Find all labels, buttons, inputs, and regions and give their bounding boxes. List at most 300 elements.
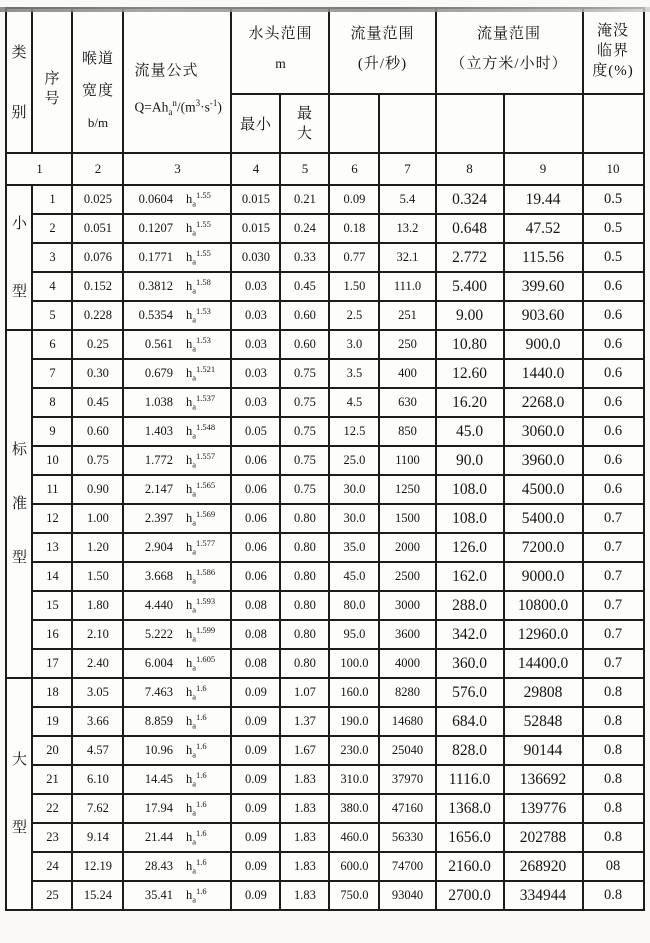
cell-formula: 6.004 $h_a^{1.605}$ [123,649,231,678]
cell-flow-m3h-max: 900.0 [504,330,583,359]
cell-head-min: 0.06 [231,562,280,591]
cell-seq: 22 [32,794,72,823]
cell-seq: 16 [32,620,72,649]
cell-flow-ls-min: 750.0 [329,881,379,910]
cell-head-min: 0.03 [231,330,280,359]
subheader-min: 最小 [231,94,280,153]
category-cell [6,185,32,330]
cell-formula: 1.403 $h_a^{1.548}$ [123,417,231,446]
cell-formula: 35.41 $h_a^{1.6}$ [123,881,231,910]
cell-submergence: 0.6 [583,301,644,330]
cell-flow-m3h-max: 1440.0 [504,359,583,388]
cell-flow-m3h-min: 2700.0 [436,881,504,910]
column-number: 8 [436,153,504,185]
table-row [6,823,643,852]
category-char: 小 [11,215,27,232]
table-row [6,591,643,620]
cell-flow-m3h-max: 9000.0 [504,562,583,591]
cell-seq: 12 [32,504,72,533]
cell-flow-ls-min: 460.0 [329,823,379,852]
cell-head-max: 0.45 [280,272,329,301]
cell-formula: 5.222 $h_a^{1.599}$ [123,620,231,649]
subheader-max-char-2: 大 [296,125,313,142]
category-char: 准 [11,496,27,512]
cell-submergence: 0.6 [583,446,644,475]
cell-seq: 7 [32,359,72,388]
cell-throat-width: 6.10 [72,765,123,794]
cell-flow-m3h-min: 90.0 [436,446,504,475]
header-submergence-line-2: 临界 [597,43,630,59]
cell-flow-ls-min: 30.0 [329,475,379,504]
cell-flow-ls-min: 0.18 [329,214,379,243]
cell-flow-ls-min: 12.5 [329,417,379,446]
table-row [6,475,643,504]
cell-submergence: 0.5 [583,243,644,272]
subheader-max-char-1: 最 [296,105,313,122]
cell-flow-m3h-min: 10.80 [436,330,504,359]
cell-flow-m3h-min: 684.0 [436,707,504,736]
cell-flow-ls-max: 13.2 [379,214,435,243]
column-number: 7 [379,153,435,185]
header-flow-m3h-title: 流量范围 [477,26,542,42]
header-flow-range-m3h [436,8,583,94]
cell-submergence: 0.8 [583,881,644,910]
cell-seq: 25 [32,881,72,910]
cell-throat-width: 0.30 [72,359,123,388]
cell-formula: 28.43 $h_a^{1.6}$ [123,852,231,881]
header-seq-char-2: 号 [44,90,61,107]
cell-seq: 3 [32,243,72,272]
cell-throat-width: 1.00 [72,504,123,533]
cell-flow-ls-min: 4.5 [329,388,379,417]
cell-head-min: 0.09 [231,823,280,852]
cell-formula: 0.1207 $h_a^{1.55}$ [123,214,231,243]
cell-flow-m3h-max: 139776 [504,794,583,823]
table-row [6,388,643,417]
cell-formula: 8.859 $h_a^{1.6}$ [123,707,231,736]
category-char: 标 [11,442,27,458]
cell-formula: 0.3812 $h_a^{1.58}$ [123,272,231,301]
cell-submergence: 0.6 [583,417,644,446]
cell-formula: 14.45 $h_a^{1.6}$ [123,765,231,794]
cell-formula: 4.440 $h_a^{1.593}$ [123,591,231,620]
cell-submergence: 0.6 [583,475,644,504]
cell-throat-width: 0.75 [72,446,123,475]
cell-formula: 2.397 $h_a^{1.569}$ [123,504,231,533]
cell-head-max: 0.80 [280,562,329,591]
header-flow-ls-unit: (升/秒) [357,56,408,72]
cell-throat-width: 2.10 [72,620,123,649]
header-formula [123,8,231,153]
table-row [6,214,643,243]
column-number: 9 [504,153,583,185]
cell-flow-ls-max: 4000 [379,649,435,678]
cell-flow-ls-min: 35.0 [329,533,379,562]
cell-flow-ls-min: 2.5 [329,301,379,330]
subheader-empty [329,94,379,153]
cell-throat-width: 2.40 [72,649,123,678]
cell-submergence: 0.7 [583,504,644,533]
cell-seq: 8 [32,388,72,417]
cell-head-min: 0.08 [231,649,280,678]
cell-flow-ls-min: 3.0 [329,330,379,359]
cell-formula: 0.5354 $h_a^{1.53}$ [123,301,231,330]
cell-seq: 10 [32,446,72,475]
cell-head-min: 0.030 [231,243,280,272]
cell-flow-m3h-min: 828.0 [436,736,504,765]
cell-flow-ls-min: 25.0 [329,446,379,475]
cell-submergence: 0.8 [583,823,644,852]
cell-flow-ls-max: 25040 [379,736,435,765]
table-row [6,185,643,214]
cell-flow-m3h-min: 162.0 [436,562,504,591]
cell-head-max: 0.24 [280,214,329,243]
cell-seq: 17 [32,649,72,678]
cell-formula: 10.96 $h_a^{1.6}$ [123,736,231,765]
cell-flow-ls-max: 56330 [379,823,435,852]
cell-throat-width: 9.14 [72,823,123,852]
cell-submergence: 0.6 [583,388,644,417]
cell-flow-m3h-min: 1368.0 [436,794,504,823]
cell-flow-m3h-min: 288.0 [436,591,504,620]
cell-submergence: 0.7 [583,649,644,678]
cell-head-min: 0.06 [231,446,280,475]
cell-head-max: 0.75 [280,359,329,388]
cell-flow-m3h-max: 268920 [504,852,583,881]
cell-seq: 13 [32,533,72,562]
cell-flow-m3h-max: 29808 [504,678,583,707]
cell-flow-m3h-max: 3960.0 [504,446,583,475]
cell-flow-m3h-min: 1656.0 [436,823,504,852]
cell-throat-width: 0.60 [72,417,123,446]
cell-flow-ls-min: 80.0 [329,591,379,620]
cell-head-max: 0.80 [280,591,329,620]
cell-head-min: 0.08 [231,620,280,649]
cell-seq: 11 [32,475,72,504]
cell-flow-ls-min: 380.0 [329,794,379,823]
cell-head-max: 1.83 [280,881,329,910]
table-body [6,185,643,910]
cell-throat-width: 3.05 [72,678,123,707]
cell-flow-ls-max: 400 [379,359,435,388]
cell-flow-m3h-max: 334944 [504,881,583,910]
category-char: 型 [11,283,27,300]
cell-flow-m3h-max: 47.52 [504,214,583,243]
cell-flow-ls-min: 45.0 [329,562,379,591]
cell-flow-m3h-max: 10800.0 [504,591,583,620]
cell-submergence: 0.8 [583,794,644,823]
cell-flow-ls-max: 14680 [379,707,435,736]
cell-throat-width: 0.076 [72,243,123,272]
cell-head-max: 0.75 [280,417,329,446]
cell-throat-width: 1.50 [72,562,123,591]
cell-formula: 2.147 $h_a^{1.565}$ [123,475,231,504]
cell-submergence: 08 [583,852,644,881]
cell-submergence: 0.8 [583,707,644,736]
cell-flow-m3h-min: 0.324 [436,185,504,214]
cell-flow-m3h-max: 4500.0 [504,475,583,504]
cell-flow-ls-max: 1250 [379,475,435,504]
cell-head-min: 0.06 [231,504,280,533]
subheader-max [280,94,329,153]
cell-flow-m3h-min: 108.0 [436,504,504,533]
table-row [6,736,643,765]
cell-flow-m3h-min: 16.20 [436,388,504,417]
cell-flow-m3h-max: 12960.0 [504,620,583,649]
cell-flow-m3h-max: 19.44 [504,185,583,214]
cell-throat-width: 1.20 [72,533,123,562]
category-cell [6,678,32,910]
cell-head-min: 0.09 [231,736,280,765]
header-category [6,8,32,153]
cell-head-max: 1.83 [280,794,329,823]
table-row [6,562,643,591]
cell-head-min: 0.015 [231,185,280,214]
cell-submergence: 0.6 [583,359,644,388]
cell-flow-m3h-max: 399.60 [504,272,583,301]
cell-head-max: 1.83 [280,823,329,852]
cell-formula: 0.1771 $h_a^{1.55}$ [123,243,231,272]
cell-flow-ls-max: 250 [379,330,435,359]
cell-flow-m3h-max: 5400.0 [504,504,583,533]
cell-flow-ls-max: 47160 [379,794,435,823]
cell-flow-ls-max: 1500 [379,504,435,533]
cell-head-min: 0.03 [231,272,280,301]
cell-formula: 7.463 $h_a^{1.6}$ [123,678,231,707]
header-throat-line-2: 宽度 [81,82,114,99]
scan-edge-artifact [0,7,650,12]
cell-submergence: 0.7 [583,620,644,649]
cell-formula: 17.94 $h_a^{1.6}$ [123,794,231,823]
cell-flow-ls-max: 93040 [379,881,435,910]
cell-flow-ls-max: 2500 [379,562,435,591]
cell-head-max: 1.83 [280,765,329,794]
cell-seq: 18 [32,678,72,707]
cell-submergence: 0.6 [583,330,644,359]
cell-flow-m3h-max: 202788 [504,823,583,852]
cell-throat-width: 0.90 [72,475,123,504]
formula-equation: $Q=Ah_a^n/(m^3\cdot s^{-1})$ [134,97,222,118]
cell-seq: 5 [32,301,72,330]
table-row [6,852,643,881]
cell-flow-m3h-max: 14400.0 [504,649,583,678]
cell-flow-m3h-min: 45.0 [436,417,504,446]
cell-seq: 24 [32,852,72,881]
header-seq-char-1: 序 [44,70,61,87]
table-row [6,243,643,272]
cell-flow-ls-max: 630 [379,388,435,417]
cell-throat-width: 0.051 [72,214,123,243]
cell-submergence: 0.6 [583,272,644,301]
cell-flow-ls-max: 850 [379,417,435,446]
column-number: 3 [123,153,231,185]
cell-formula: 0.561 $h_a^{1.53}$ [123,330,231,359]
cell-head-min: 0.09 [231,707,280,736]
cell-submergence: 0.7 [583,591,644,620]
cell-head-max: 1.67 [280,736,329,765]
cell-seq: 20 [32,736,72,765]
cell-submergence: 0.8 [583,678,644,707]
cell-flow-ls-max: 1100 [379,446,435,475]
cell-head-min: 0.09 [231,881,280,910]
header-flow-m3h-unit: （立方米/小时） [450,56,568,72]
header-seq [32,8,72,153]
table-row [6,794,643,823]
table-row [6,272,643,301]
cell-head-min: 0.09 [231,794,280,823]
cell-formula: 3.668 $h_a^{1.586}$ [123,562,231,591]
subheader-empty [436,94,504,153]
table-row [6,301,643,330]
cell-flow-ls-max: 32.1 [379,243,435,272]
cell-seq: 4 [32,272,72,301]
column-number: 1 [6,153,72,185]
flume-spec-table [5,7,644,911]
header-throat-symbol: b/m [87,114,109,130]
header-flow-range-ls [329,8,435,94]
subheader-empty [379,94,435,153]
cell-flow-ls-max: 111.0 [379,272,435,301]
cell-throat-width: 0.025 [72,185,123,214]
cell-flow-m3h-min: 9.00 [436,301,504,330]
cell-seq: 1 [32,185,72,214]
table-row [6,881,643,910]
cell-head-max: 1.37 [280,707,329,736]
cell-head-max: 0.80 [280,649,329,678]
cell-throat-width: 1.80 [72,591,123,620]
cell-seq: 2 [32,214,72,243]
cell-throat-width: 3.66 [72,707,123,736]
column-number: 2 [72,153,123,185]
table-row [6,533,643,562]
header-throat-width [72,8,123,153]
cell-throat-width: 15.24 [72,881,123,910]
table-row [6,765,643,794]
header-head-range-title: 水头范围 [248,26,313,42]
cell-submergence: 0.5 [583,185,644,214]
cell-head-min: 0.03 [231,301,280,330]
cell-flow-m3h-min: 1116.0 [436,765,504,794]
cell-head-min: 0.06 [231,475,280,504]
cell-throat-width: 0.25 [72,330,123,359]
cell-seq: 9 [32,417,72,446]
column-number: 10 [583,153,644,185]
table-row [6,330,643,359]
cell-flow-ls-min: 30.0 [329,504,379,533]
cell-throat-width: 0.228 [72,301,123,330]
header-flow-ls-title: 流量范围 [350,26,415,42]
cell-submergence: 0.8 [583,765,644,794]
cell-flow-ls-max: 251 [379,301,435,330]
cell-head-max: 0.80 [280,504,329,533]
cell-head-max: 0.80 [280,620,329,649]
cell-head-max: 0.21 [280,185,329,214]
cell-seq: 15 [32,591,72,620]
cell-flow-ls-min: 230.0 [329,736,379,765]
cell-seq: 21 [32,765,72,794]
cell-formula: 0.679 $h_a^{1.521}$ [123,359,231,388]
column-numbers-row [6,153,643,185]
cell-head-min: 0.08 [231,591,280,620]
table-header [6,8,643,185]
cell-head-min: 0.09 [231,852,280,881]
cell-flow-m3h-min: 108.0 [436,475,504,504]
cell-flow-ls-min: 0.77 [329,243,379,272]
table-row [6,707,643,736]
cell-flow-ls-min: 160.0 [329,678,379,707]
cell-flow-ls-min: 95.0 [329,620,379,649]
cell-flow-ls-max: 5.4 [379,185,435,214]
column-number: 6 [329,153,379,185]
cell-flow-m3h-min: 0.648 [436,214,504,243]
cell-flow-ls-min: 0.09 [329,185,379,214]
cell-throat-width: 4.57 [72,736,123,765]
header-formula-title: 流量公式 [134,62,199,79]
cell-flow-ls-max: 2000 [379,533,435,562]
cell-head-max: 0.75 [280,388,329,417]
cell-flow-m3h-min: 5.400 [436,272,504,301]
cell-flow-m3h-max: 90144 [504,736,583,765]
cell-flow-m3h-min: 360.0 [436,649,504,678]
cell-formula: 1.772 $h_a^{1.557}$ [123,446,231,475]
cell-throat-width: 7.62 [72,794,123,823]
cell-flow-m3h-max: 136692 [504,765,583,794]
table-row [6,620,643,649]
cell-head-min: 0.03 [231,388,280,417]
cell-head-max: 0.60 [280,330,329,359]
header-submergence [583,8,644,94]
cell-flow-ls-max: 3600 [379,620,435,649]
cell-submergence: 0.7 [583,533,644,562]
cell-head-min: 0.015 [231,214,280,243]
cell-flow-m3h-min: 342.0 [436,620,504,649]
column-number: 4 [231,153,280,185]
header-category-char-1: 类 [11,44,28,61]
cell-head-min: 0.09 [231,765,280,794]
cell-flow-ls-max: 74700 [379,852,435,881]
category-char: 型 [11,820,27,836]
cell-head-max: 0.60 [280,301,329,330]
header-category-char-2: 别 [11,104,28,121]
cell-throat-width: 0.45 [72,388,123,417]
subheader-empty [583,94,644,153]
cell-head-min: 0.09 [231,678,280,707]
cell-flow-ls-min: 310.0 [329,765,379,794]
column-number: 5 [280,153,329,185]
table-row [6,649,643,678]
cell-throat-width: 12.19 [72,852,123,881]
cell-flow-m3h-max: 3060.0 [504,417,583,446]
cell-formula: 21.44 $h_a^{1.6}$ [123,823,231,852]
cell-flow-m3h-min: 576.0 [436,678,504,707]
cell-flow-ls-min: 190.0 [329,707,379,736]
cell-flow-m3h-max: 903.60 [504,301,583,330]
table-row [6,446,643,475]
cell-flow-ls-max: 3000 [379,591,435,620]
cell-seq: 19 [32,707,72,736]
header-head-range [231,8,329,94]
cell-head-min: 0.05 [231,417,280,446]
cell-submergence: 0.5 [583,214,644,243]
cell-seq: 14 [32,562,72,591]
category-cell [6,330,32,678]
cell-head-min: 0.03 [231,359,280,388]
cell-flow-ls-min: 100.0 [329,649,379,678]
cell-submergence: 0.7 [583,562,644,591]
cell-flow-ls-min: 600.0 [329,852,379,881]
cell-head-max: 1.07 [280,678,329,707]
cell-flow-m3h-max: 2268.0 [504,388,583,417]
